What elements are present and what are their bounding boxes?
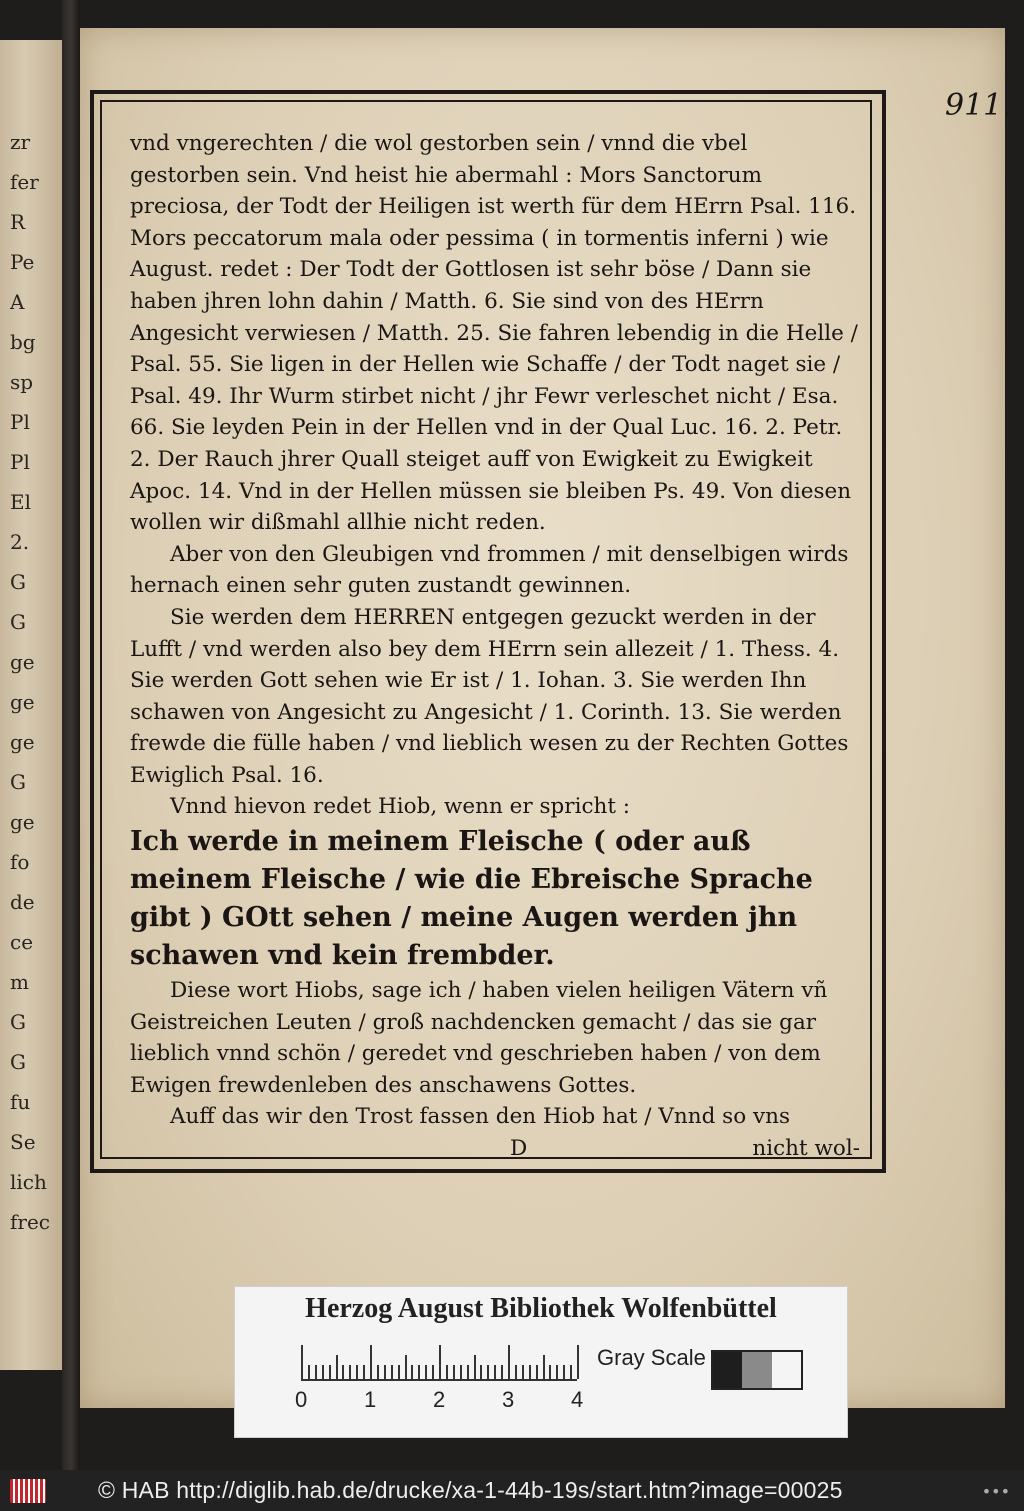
bleed-glyph: zr <box>10 130 31 154</box>
bleed-glyph: m <box>10 970 29 994</box>
bleed-glyph: R <box>10 210 26 234</box>
ruler-number: 1 <box>364 1387 377 1412</box>
gray-swatch <box>742 1352 771 1388</box>
text-paragraph: Ich werde in meinem Fleische ( oder auß meinem Fleische / wie die Ebreische Sprache gibt ) GOtt sehen / meine Augen werden jhn schawen vnd kein frembder. <box>130 826 813 972</box>
ruler-tick <box>398 1365 400 1379</box>
ruler-tick <box>556 1365 558 1379</box>
ruler-tick <box>487 1365 489 1379</box>
ruler-tick <box>467 1365 469 1379</box>
bleed-glyph: fer <box>10 170 39 194</box>
text-paragraph: vnd vngerechten / die wol gestorben sein / vnnd die vbel gestorben sein. Vnd heist hie abermahl : Mors Sanctorum preciosa, der Todt der Heiligen ist werth für dem HErrn Psal. 116. Mors peccatorum mala oder pessima ( in tormentis inferni ) wie August. redet : Der Todt der Gottlosen ist sehr böse / Dann sie haben jhren lohn dahin / Matth. 6. Sie sind von des HErrn Angesicht verwiesen / Matth. 25. Sie fahren lebendig in die Helle / Psal. 55. Sie ligen in der Hellen wie Schaffe / der Todt naget sie / Psal. 49. Ihr Wurm stirbet nicht / jhr Fewr verleschet nicht / Esa. 66. Sie leyden Pein in der Hellen vnd in der Qual Luc. 16. 2. Petr. 2. Der Rauch jhrer Quall steiget auff von Ewigkeit zu Ewigkeit Apoc. 14. Vnd in der Hellen müssen sie bleiben Ps. 49. Von diesen wollen wir dißmahl allhie nicht reden. <box>130 131 858 536</box>
ruler-tick <box>515 1365 517 1379</box>
ruler-number: 0 <box>295 1387 308 1412</box>
bleed-glyph: A <box>10 290 25 314</box>
signature-mark: D <box>510 1136 528 1162</box>
bleed-glyph: frec <box>10 1210 50 1234</box>
footer-bar <box>0 1470 1024 1511</box>
ruler-tick <box>494 1365 496 1379</box>
ruler-tick <box>349 1365 351 1379</box>
ruler-tick <box>336 1355 338 1379</box>
ruler-tick <box>432 1365 434 1379</box>
hab-logo-icon <box>10 1479 46 1503</box>
ruler-tick <box>439 1345 441 1379</box>
bleed-glyph: Pl <box>10 410 30 434</box>
ruler-tick <box>474 1355 476 1379</box>
text-paragraph: Auff das wir den Trost fassen den Hiob hat / Vnnd so vns <box>170 1104 791 1130</box>
bleed-glyph: fu <box>10 1090 31 1114</box>
bleed-glyph: G <box>10 1050 26 1074</box>
gray-scale-label: Gray Scale <box>597 1345 706 1370</box>
ruler-tick <box>363 1365 365 1379</box>
previous-page-edge <box>0 40 64 1370</box>
bleed-glyph: G <box>10 770 26 794</box>
bleed-glyph: ge <box>10 810 35 834</box>
ruler-tick <box>536 1365 538 1379</box>
folio-number: 911. <box>945 88 1012 123</box>
ruler-tick <box>405 1355 407 1379</box>
ruler-tick <box>342 1365 344 1379</box>
gray-swatch <box>772 1352 801 1388</box>
library-label <box>234 1286 848 1438</box>
ruler-tick <box>577 1345 579 1379</box>
ruler-tick <box>411 1365 413 1379</box>
ruler-tick <box>329 1365 331 1379</box>
ruler-tick <box>508 1345 510 1379</box>
text-paragraph: Sie werden dem HERREN entgegen gezuckt werden in der Lufft / vnd werden also bey dem HErrn sein allezeit / 1. Thess. 4. Sie werden Gott sehen wie Er ist / 1. Iohan. 3. Sie werden Ihn schawen von Angesicht zu Angesicht / 1. Corinth. 13. Sie werden frewde die fülle haben / vnd lieblich wesen zu der Rechten Gottes Ewiglich Psal. 16. <box>130 604 849 788</box>
bleed-glyph: bg <box>10 330 36 354</box>
ruler-tick <box>543 1355 545 1379</box>
bleed-glyph: Pe <box>10 250 35 274</box>
ruler-number: 3 <box>502 1387 515 1412</box>
library-name: Herzog August Bibliothek Wolfenbüttel <box>305 1293 777 1324</box>
ruler-tick <box>377 1365 379 1379</box>
bleed-glyph: El <box>10 490 31 514</box>
footer-url[interactable]: © HAB http://diglib.hab.de/drucke/xa-1-44b-19s/start.htm?image=00025 <box>98 1477 843 1503</box>
ruler-tick <box>446 1365 448 1379</box>
ruler-tick <box>522 1365 524 1379</box>
ruler-tick <box>301 1345 303 1379</box>
bleed-glyph: lich <box>10 1170 47 1194</box>
bleed-glyph: 2. <box>10 530 30 554</box>
bleed-glyph: Se <box>10 1130 36 1154</box>
page-text <box>130 128 860 1164</box>
ruler-tick <box>549 1365 551 1379</box>
bleed-glyph: Pl <box>10 450 30 474</box>
bleed-glyph: ge <box>10 650 35 674</box>
bleed-glyph: de <box>10 890 35 914</box>
ruler-tick <box>322 1365 324 1379</box>
more-icon[interactable]: ••• <box>981 1482 1010 1501</box>
gray-swatch <box>713 1352 742 1388</box>
bleed-glyph: ge <box>10 730 35 754</box>
book-binding <box>62 0 80 1470</box>
text-paragraph: Diese wort Hiobs, sage ich / haben vielen heiligen Vätern vñ Geistreichen Leuten / groß nachdencken gemacht / das sie gar lieblich vnnd schön / geredet vnd geschrieben haben / von dem Ewigen frewdenleben des anschawens Gottes. <box>130 978 828 1098</box>
ruler-tick <box>501 1365 503 1379</box>
ruler-tick <box>391 1365 393 1379</box>
ruler-tick <box>315 1365 317 1379</box>
bleed-glyph: G <box>10 570 26 594</box>
ruler-tick <box>563 1365 565 1379</box>
bleed-glyph: G <box>10 1010 26 1034</box>
bleed-glyph: G <box>10 610 26 634</box>
bleed-glyph: ce <box>10 930 34 954</box>
ruler-tick <box>460 1365 462 1379</box>
bleed-glyph: ge <box>10 690 35 714</box>
ruler-tick <box>370 1345 372 1379</box>
ruler-tick <box>570 1365 572 1379</box>
bleed-glyph: fo <box>10 850 30 874</box>
bleed-glyph: sp <box>10 370 34 394</box>
ruler-tick <box>480 1365 482 1379</box>
page-footer-line <box>130 1133 860 1164</box>
ruler-tick <box>529 1365 531 1379</box>
ruler-tick <box>356 1365 358 1379</box>
ruler-tick <box>453 1365 455 1379</box>
gray-scale-swatches <box>711 1350 803 1390</box>
scale-ruler <box>301 1345 577 1381</box>
ruler-tick <box>418 1365 420 1379</box>
ruler-tick <box>384 1365 386 1379</box>
ruler-tick <box>425 1365 427 1379</box>
ruler-tick <box>308 1365 310 1379</box>
ruler-number: 2 <box>433 1387 446 1412</box>
catchword: nicht wol- <box>752 1136 860 1162</box>
text-paragraph: Aber von den Gleubigen vnd frommen / mit denselbigen wirds hernach einen sehr guten zustandt gewinnen. <box>130 541 849 599</box>
text-paragraph: Vnnd hievon redet Hiob, wenn er spricht : <box>170 794 631 820</box>
ruler-number: 4 <box>571 1387 584 1412</box>
